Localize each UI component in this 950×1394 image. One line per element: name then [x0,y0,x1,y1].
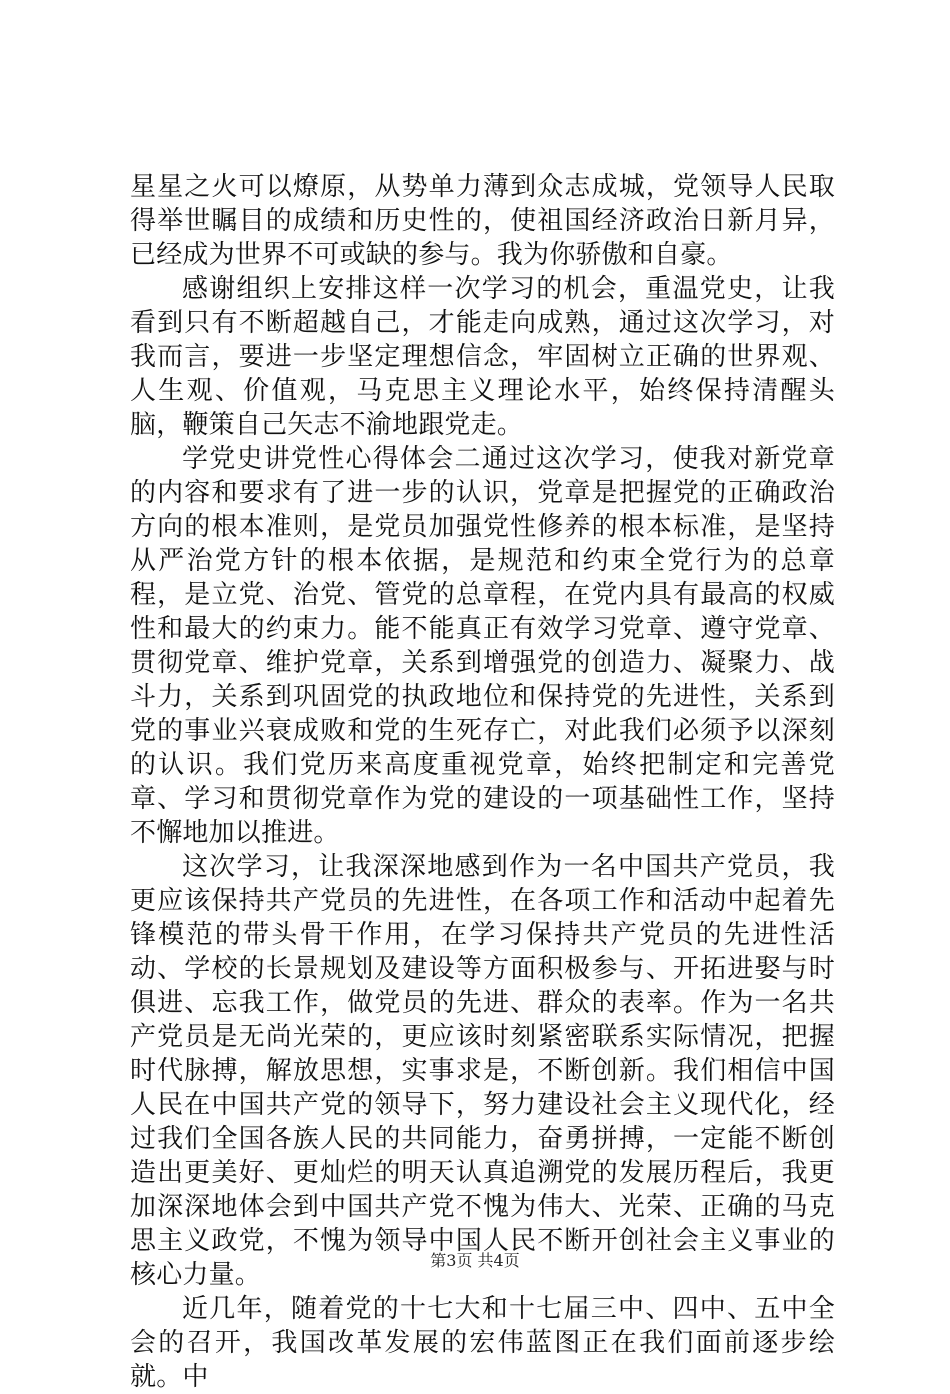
page-footer: 第3页 共4页 [430,1251,520,1270]
paragraph-5: 近几年，随着党的十七大和十七届三中、四中、五中全会的召开，我国改革发展的宏伟蓝图正在我们面前逐步绘就。中 [130,1294,835,1392]
paragraph-3: 学党史讲党性心得体会二通过这次学习，使我对新党章的内容和要求有了进一步的认识，党章是把握党的正确政治方向的根本准则，是党员加强党性修养的根本标准，是坚持从严治党方针的根本依据，是规范和约束全党行为的总章程，是立党、治党、管党的总章程，在党内具有最高的权威性和最大的约束力。能不能真正有效学习党章、遵守党章、贯彻党章、维护党章，关系到增强党的创造力、凝聚力、战斗力，关系到巩固党的执政地位和保持党的先进性，关系到党的事业兴衰成败和党的生死存亡，对此我们必须予以深刻的认识。我们党历来高度重视党章，始终把制定和完善党章、学习和贯彻党章作为党的建设的一项基础性工作，坚持不懈地加以推进。 [130,444,835,848]
document-body [130,170,835,1394]
paragraph-1: 星星之火可以燎原，从势单力薄到众志成城，党领导人民取得举世瞩目的成绩和历史性的，使祖国经济政治日新月异，已经成为世界不可或缺的参与。我为你骄傲和自豪。 [130,172,835,270]
paragraph-4: 这次学习，让我深深地感到作为一名中国共产党员，我更应该保持共产党员的先进性，在各项工作和活动中起着先锋模范的带头骨干作用，在学习保持共产党员的先进性活动、学校的长景规划及建设等方面积极参与、开拓进娶与时俱进、忘我工作，做党员的先进、群众的表率。作为一名共产党员是无尚光荣的，更应该时刻紧密联系实际情况，把握时代脉搏，解放思想，实事求是，不断创新。我们相信中国人民在中国共产党的领导下，努力建设社会主义现代化，经过我们全国各族人民的共同能力，奋勇拼搏，一定能不断创造出更美好、更灿烂的明天认真追溯党的发展历程后，我更加深深地体会到中国共产党不愧为伟大、光荣、正确的马克思主义政党，不愧为领导中国人民不断开创社会主义事业的核心力量。 [130,852,835,1290]
paragraph-2: 感谢组织上安排这样一次学习的机会，重温党史，让我看到只有不断超越自己，才能走向成熟，通过这次学习，对我而言，要进一步坚定理想信念，牢固树立正确的世界观、人生观、价值观，马克思主义理论水平，始终保持清醒头脑，鞭策自己矢志不渝地跟党走。 [130,274,835,440]
